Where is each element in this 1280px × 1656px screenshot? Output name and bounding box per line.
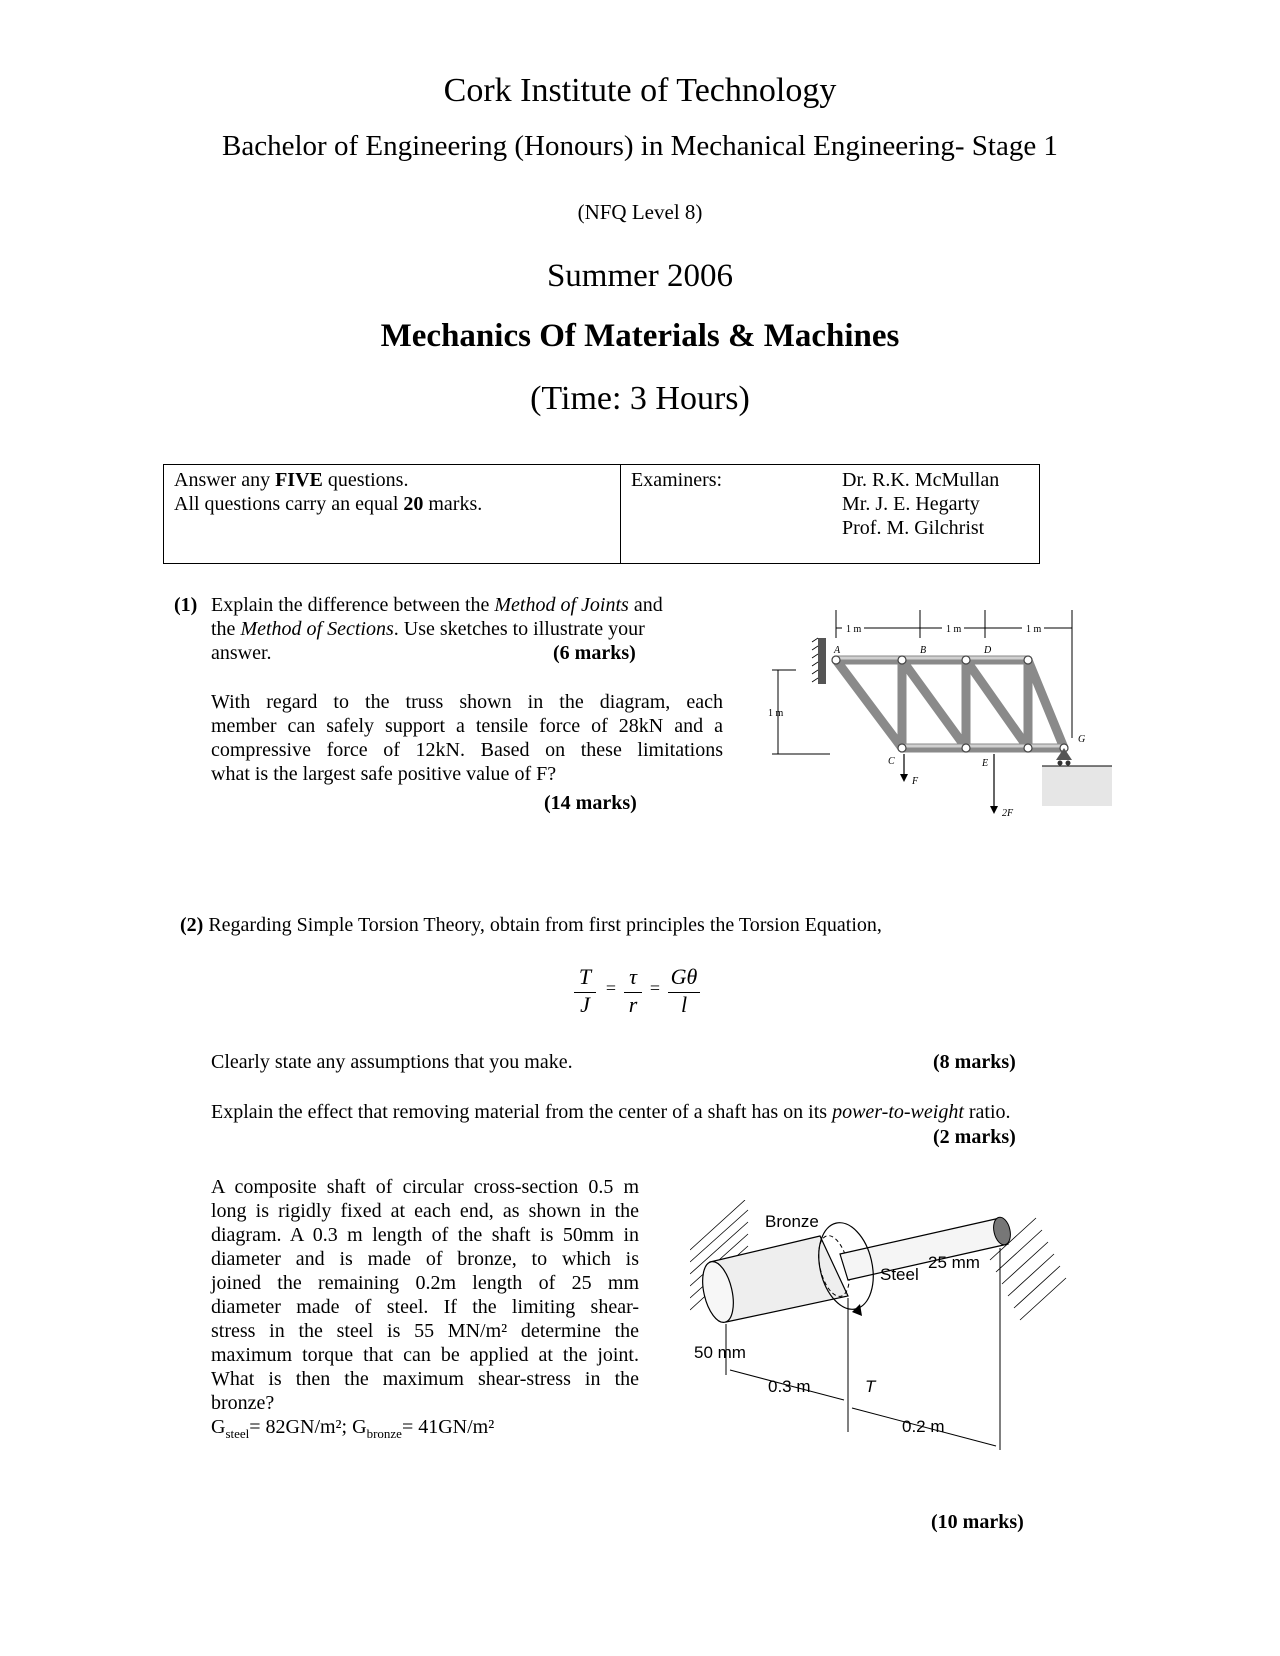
label-03m: 0.3 m (768, 1377, 811, 1396)
exam-session: Summer 2006 (546, 258, 734, 294)
truss-diagram (760, 598, 1120, 833)
label-25mm: 25 mm (928, 1253, 980, 1272)
joint-c (898, 744, 906, 752)
eq-numerator-t: T (578, 964, 592, 989)
subject-title: Mechanics Of Materials & Machines (380, 318, 900, 354)
label-e: E (982, 758, 989, 769)
q2-intro: (2) Regarding Simple Torsion Theory, obtain from first principles the Torsion Equation, (180, 914, 882, 936)
joint-c2 (962, 744, 970, 752)
load-2f-arrow (990, 806, 998, 814)
joint-b2 (962, 656, 970, 664)
wall-support (818, 638, 826, 684)
label-d: D (984, 645, 992, 656)
torsion-equation (570, 964, 700, 1024)
q2-power-weight: Explain the effect that removing material from the center of a shaft has on its power-to-weight ratio. (211, 1101, 1011, 1123)
dim-height: 1 m (768, 708, 784, 719)
joint-d (1024, 656, 1032, 664)
roller-wheel-1 (1058, 761, 1063, 766)
label-load-2f: 2F (1002, 808, 1014, 819)
roller-wheel-2 (1066, 761, 1071, 766)
label-torque: T (865, 1377, 876, 1396)
label-c: C (888, 756, 895, 767)
dim-bd: 1 m (946, 624, 962, 635)
exam-duration: (Time: 3 Hours) (530, 380, 750, 417)
q1-marks-a: (6 marks) (553, 642, 636, 664)
steel-segment (840, 1218, 1008, 1280)
shaft-diagram (690, 1200, 1090, 1450)
label-load-f: F (912, 776, 919, 787)
q1-part-b: With regard to the truss shown in the diagram, each member can safely support a tensile force of 28kN and a compressive force of 12kN. Based on these limitations what is the largest safe positive value of F? (211, 691, 723, 785)
label-steel: Steel (880, 1265, 919, 1284)
rubric-divider (620, 465, 621, 563)
eq-numerator-tau: τ (629, 964, 637, 989)
q1-part-a: Explain the difference between the Method of Joints and the Method of Sections. Use sketches to illustrate your answer. (211, 594, 663, 664)
rubric-instructions: Answer any FIVE questions. All questions carry an equal 20 marks. (174, 469, 483, 515)
q2-number: (2) (180, 914, 204, 936)
eq-denominator-j: J (580, 992, 590, 1017)
label-02m: 0.2 m (902, 1417, 945, 1436)
dim-dg: 1 m (1026, 624, 1042, 635)
dim-ab: 1 m (846, 624, 862, 635)
eq-denominator-r: r (628, 992, 638, 1017)
eq-numerator-gtheta: Gθ (670, 964, 698, 989)
label-50mm: 50 mm (694, 1343, 746, 1362)
eq-denominator-l: l (680, 992, 688, 1017)
q1-marks-b: (14 marks) (544, 792, 637, 814)
joint-b (898, 656, 906, 664)
label-a: A (834, 645, 841, 656)
q2-assumptions: Clearly state any assumptions that you make. (211, 1051, 573, 1073)
joint-e (1024, 744, 1032, 752)
examiners-label: Examiners: (631, 469, 723, 491)
q2-marks-a: (8 marks) (933, 1051, 1016, 1073)
eq-equals-2: = (649, 978, 661, 998)
q1-number: (1) (174, 594, 198, 616)
load-f-arrow (900, 774, 908, 782)
programme-title: Bachelor of Engineering (Honours) in Mechanical Engineering- Stage 1 (222, 130, 1058, 162)
label-bronze: Bronze (765, 1212, 819, 1231)
torque-arrowhead (852, 1304, 862, 1316)
q2-composite-shaft: A composite shaft of circular cross-section 0.5 m long is rigidly fixed at each end, as shown in the diagram. A 0.3 m length of the shaft is 50mm in diameter and is made of bronze, to which is joined the remaining 0.2m length of 25 mm diameter made of steel. If the limiting shear- stress in the steel is 55 MN/m² determine the maximum torque that can be applied at the joint. What is then the maximum shear-stress in the bronze? $G_{steel}= 82GN/m^2$; $G_{bronze}= 41GN/m^2$ (211, 1175, 639, 1446)
label-b: B (920, 645, 927, 656)
q2-marks-b: (2 marks) (933, 1126, 1016, 1148)
joint-a (832, 656, 840, 664)
ground (1042, 766, 1112, 806)
rubric-box (163, 464, 1040, 564)
nfq-level: (NFQ Level 8) (577, 200, 703, 224)
examiners-list: Dr. R.K. McMullan Mr. J. E. Hegarty Prof. M. Gilchrist (842, 469, 1000, 539)
shear-moduli: $G_{steel}= 82GN/m^2$; $G_{bronze}= 41GN/m^2$ (211, 1416, 495, 1441)
label-g: G (1078, 734, 1086, 745)
eq-equals-1: = (605, 978, 617, 998)
institution-title: Cork Institute of Technology (443, 72, 837, 109)
q2-marks-c: (10 marks) (931, 1511, 1024, 1533)
